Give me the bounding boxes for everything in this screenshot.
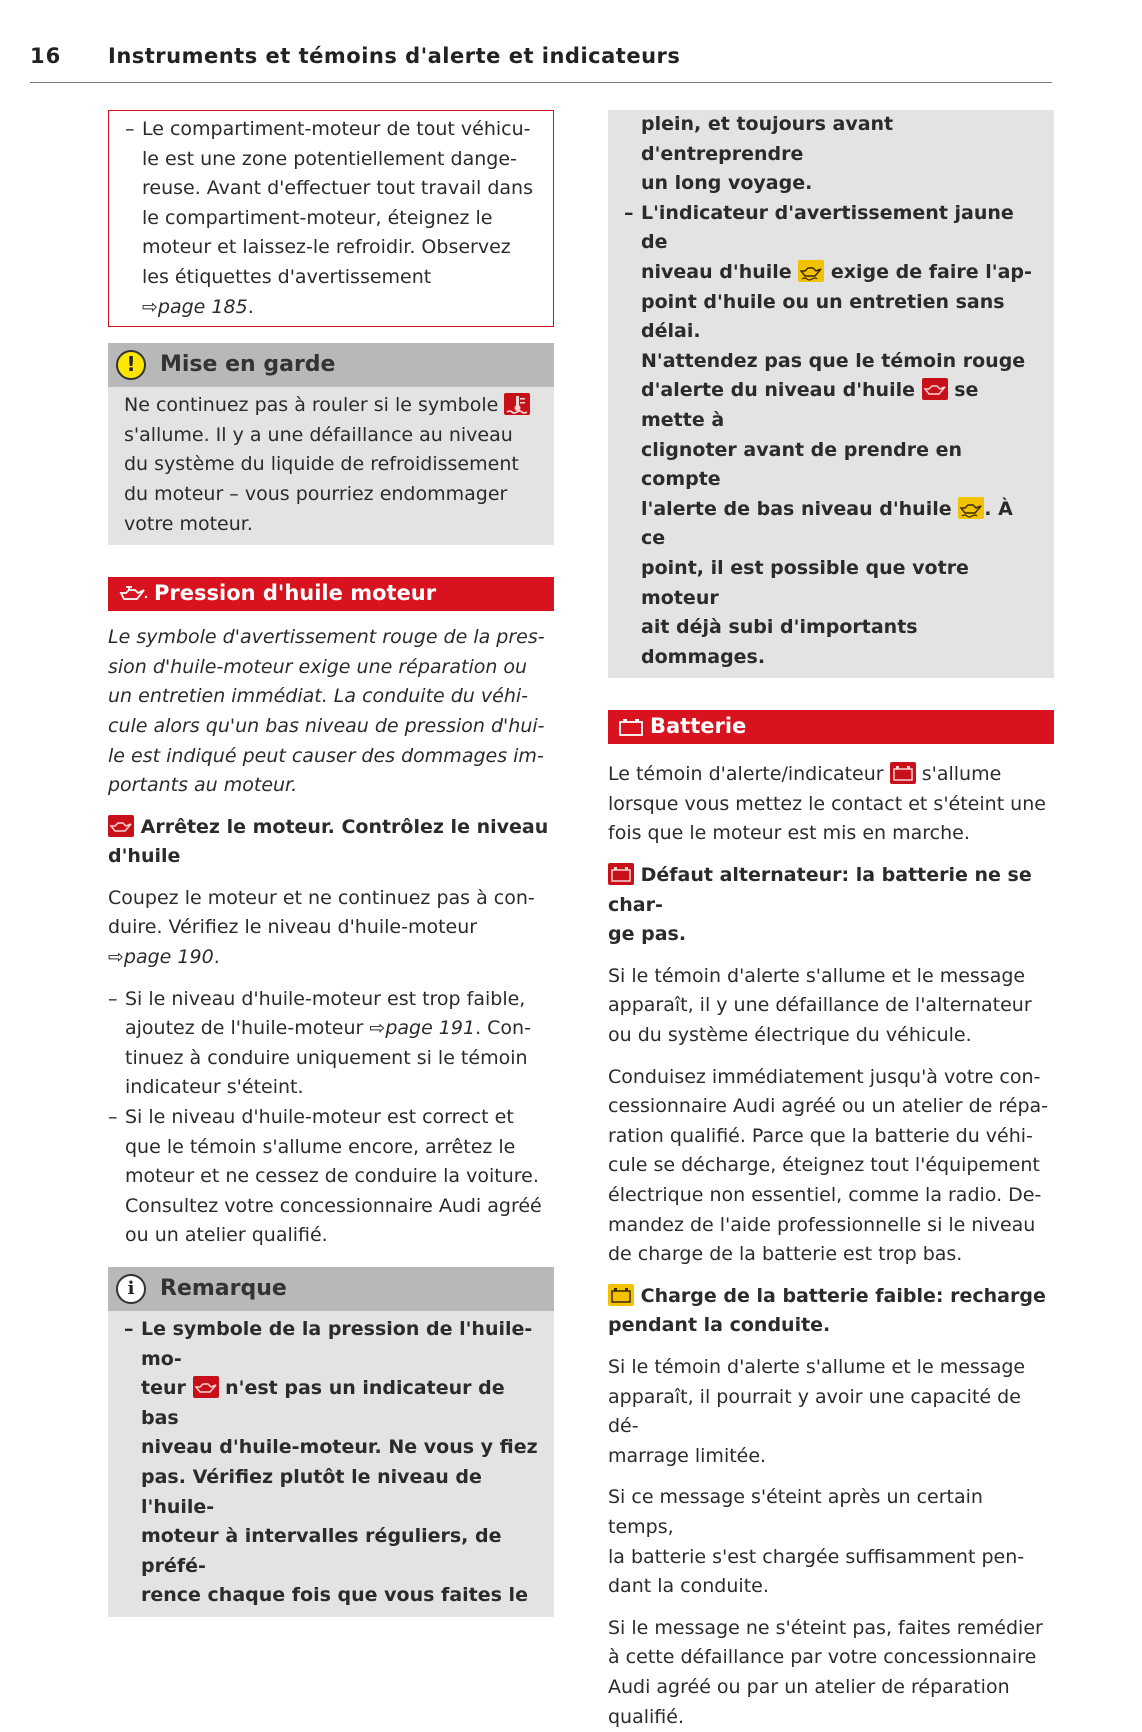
battery-icon	[608, 1284, 634, 1306]
chapter-title: Instruments et témoins d'alerte et indicateurs	[108, 44, 681, 68]
list-item: – Si le niveau d'huile-moteur est correct et que le témoin s'allume encore, arrêtez le moteur et ne cessez de conduire la voiture. Consultez votre concessionnaire Audi agréé ou un atelier qualifié.	[108, 1103, 554, 1251]
info-icon: i	[116, 1274, 146, 1304]
caution-box	[108, 343, 554, 545]
oil-can-icon	[922, 378, 948, 400]
oil-level-icon	[798, 260, 824, 282]
oil-dash-list	[108, 985, 554, 1251]
caution-header	[108, 343, 554, 387]
note-box	[108, 1267, 554, 1617]
page-header	[30, 44, 1052, 83]
oil-level-icon	[958, 497, 984, 519]
battery-heading: Batterie	[608, 710, 1054, 744]
oil-pressure-heading: Pression d'huile moteur	[108, 577, 554, 611]
page-reference[interactable]: ⇨page 190.	[108, 946, 220, 969]
note-body	[108, 1311, 554, 1617]
page-number: 16	[30, 44, 62, 68]
note-header	[108, 1267, 554, 1311]
recharge-paragraph: Si ce message s'éteint après un certain temps, la batterie s'est chargée suffisamment pen- dant la conduite.	[608, 1486, 1025, 1598]
caution-title: Mise en garde	[160, 352, 336, 378]
list-item: – Le symbole de la pression de l'huile-mo- teur n'est pas un indicateur de bas niveau d'huile-moteur. Ne vous y fiez pas. Vérifiez plutôt le niveau de l'huile- moteur à intervalles réguliers, de préfé- rence chaque fois que vous faites le	[124, 1315, 538, 1611]
page-reference[interactable]: ⇨page 185.	[142, 295, 254, 318]
oil-can-icon	[193, 1376, 219, 1398]
left-column	[108, 110, 554, 1617]
coolant-temp-icon	[504, 393, 530, 415]
note-title: Remarque	[160, 1276, 287, 1302]
battery-icon	[618, 717, 644, 737]
right-column	[608, 110, 1054, 1732]
page-reference[interactable]: page 191	[385, 1017, 476, 1040]
oil-subheading: Arrêtez le moteur. Contrôlez le niveau d'huile	[108, 815, 549, 868]
arrow-right-icon: ⇨	[369, 1017, 386, 1040]
arrow-right-icon: ⇨	[142, 295, 158, 318]
note-body-continued: plein, et toujours avant d'entreprendre un long voyage. – L'indicateur d'avertissement jaune de niveau d'huile exige de faire l'ap- point d'huile ou un entretien sans délai. N'attendez pas que le témoin rouge d'alerte du niveau d'huile se mette à clignoter avant de prendre en compte l'alerte de bas niveau d'huile . À ce point, il est possible que votre moteur ait déjà subi d'importants dommages.	[608, 110, 1054, 678]
battery-icon	[608, 863, 634, 885]
caution-body: Ne continuez pas à rouler si le symbole s'allume. Il y a une défaillance au niveau du système du liquide de refroidissement du moteur – vous pourriez endommager votre moteur.	[108, 387, 554, 545]
dealer-paragraph: Conduisez immédiatement jusqu'à votre con- cessionnaire Audi agréé ou un atelier de répa- ration qualifié. Parce que la batterie du véhi- cule se décharge, éteignez tout l'équipement électrique non essentiel, comme la radio. De- mandez de l'aide professionnelle si le niveau de charge de la batterie est trop bas.	[608, 1065, 1049, 1266]
note-box-continued	[608, 110, 1054, 678]
caution-icon: !	[116, 350, 146, 380]
oil-paragraph: Coupez le moteur et ne continuez pas à con- duire. Vérifiez le niveau d'huile-moteur ⇨page 190.	[108, 884, 554, 973]
low-charge-subheading: Charge de la batterie faible: recharge pendant la conduite.	[608, 1284, 1046, 1337]
remedy-paragraph: Si le message ne s'éteint pas, faites remédier à cette défaillance par votre concessionnaire Audi agréé ou par un atelier de réparation qualifié.	[608, 1616, 1043, 1728]
oil-intro: Le symbole d'avertissement rouge de la pres- sion d'huile-moteur exige une réparation ou un entretien immédiat. La conduite du véhi- cule alors qu'un bas niveau de pression d'hui- le est indiqué peut causer des dommages im- portants au moteur.	[108, 626, 545, 797]
alternator-paragraph: Si le témoin d'alerte s'allume et le message apparaît, il y une défaillance de l'alternateur ou du système électrique du véhicule.	[608, 964, 1032, 1047]
list-item: – Si le niveau d'huile-moteur est trop faible, ajoutez de l'huile-moteur ⇨page 191. Con- tinuez à conduire uniquement si le témoin indicateur s'éteint.	[108, 985, 554, 1103]
list-item: – L'indicateur d'avertissement jaune de niveau d'huile exige de faire l'ap- point d'huile ou un entretien sans délai. N'attendez pas que le témoin rouge d'alerte du niveau d'huile se mette à clignoter avant de prendre en compte l'alerte de bas niveau d'huile . À ce point, il est possible que votre moteur ait déjà subi d'importants dommages.	[624, 199, 1038, 673]
alternator-subheading: Défaut alternateur: la batterie ne se char- ge pas.	[608, 864, 1032, 946]
oil-can-icon	[108, 815, 134, 837]
danger-item: – Le compartiment-moteur de tout véhicu- le est une zone potentiellement dange- reuse. Avant d'effectuer tout travail dans le compartiment-moteur, éteignez le moteur et laissez-le refroidir. Observez les étiquettes d'avertissement ⇨page 185.	[125, 115, 537, 322]
battery-icon	[890, 762, 916, 784]
oil-can-icon	[118, 584, 148, 604]
low-charge-paragraph: Si le témoin d'alerte s'allume et le message apparaît, il pourrait y avoir une capacité de dé- marrage limitée.	[608, 1355, 1026, 1467]
battery-intro: Le témoin d'alerte/indicateur s'allume lorsque vous mettez le contact et s'éteint une fois que le moteur est mis en marche.	[608, 763, 1046, 845]
danger-box	[108, 110, 554, 327]
arrow-right-icon: ⇨	[108, 946, 124, 969]
